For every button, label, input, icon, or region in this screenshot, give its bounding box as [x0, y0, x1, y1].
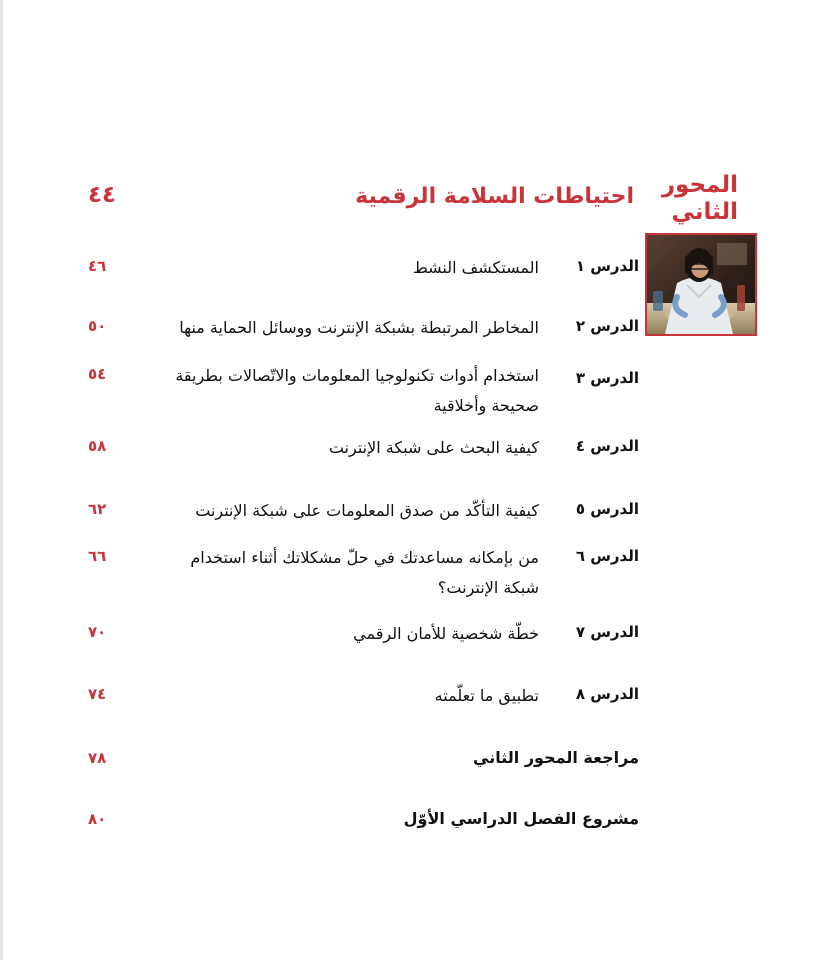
- lesson-title: خطّة شخصية للأمان الرقمي: [353, 624, 539, 643]
- lesson-label: الدرس ٢: [575, 317, 639, 335]
- lesson-row-3: [80, 361, 639, 423]
- page-edge: [0, 0, 3, 960]
- lesson-title: استخدام أدوات تكنولوجيا المعلومات والاتّصالات بطريقة صحيحة وأخلاقية: [175, 366, 539, 415]
- lesson-row-5: [80, 496, 639, 526]
- lesson-page-number: ٥٠: [88, 317, 107, 335]
- lesson-label: الدرس ٨: [575, 685, 639, 703]
- lesson-page-number: ٧٠: [88, 623, 107, 641]
- lesson-page-number: ٧٤: [88, 685, 107, 703]
- axis-label-line1: المحور: [661, 172, 738, 198]
- project-page-number: ٨٠: [88, 810, 107, 828]
- lesson-title: كيفية التأكّد من صدق المعلومات على شبكة الإنترنت: [195, 501, 539, 520]
- project-title: مشروع الفصل الدراسي الأوّل: [403, 809, 639, 828]
- lesson-label: الدرس ٥: [575, 500, 639, 518]
- lesson-row-7: [80, 619, 639, 649]
- project-row: [80, 806, 639, 836]
- lesson-page-number: ٤٦: [88, 257, 107, 275]
- review-title: مراجعة المحور الثاني: [473, 748, 639, 767]
- lesson-title: المخاطر المرتبطة بشبكة الإنترنت ووسائل الحماية منها: [179, 318, 539, 337]
- lesson-row-8: [80, 681, 639, 711]
- lesson-row-1: [80, 253, 639, 283]
- student-photo-illustration: [647, 235, 755, 334]
- lesson-page-number: ٥٨: [88, 437, 107, 455]
- lesson-page-number: ٦٢: [88, 500, 107, 518]
- review-row: [80, 745, 639, 775]
- lesson-title: المستكشف النشط: [412, 258, 539, 277]
- student-photo: [645, 233, 757, 336]
- lesson-row-2: [80, 313, 639, 343]
- lesson-page-number: ٦٦: [88, 547, 107, 565]
- lesson-page-number: ٥٤: [88, 365, 107, 383]
- lesson-title: تطبيق ما تعلّمته: [434, 686, 539, 705]
- lesson-label: الدرس ٣: [575, 369, 639, 387]
- lesson-label: الدرس ٤: [575, 437, 639, 455]
- lesson-title: من بإمكانه مساعدتك في حلّ مشكلاتك أثناء استخدام شبكة الإنترنت؟: [190, 548, 539, 597]
- lesson-label: الدرس ١: [575, 257, 639, 275]
- axis-title: احتياطات السلامة الرقمية: [355, 184, 634, 209]
- lesson-row-4: [80, 433, 639, 463]
- review-page-number: ٧٨: [88, 749, 107, 767]
- axis-label: [628, 172, 738, 226]
- lesson-label: الدرس ٧: [575, 623, 639, 641]
- axis-page-number: ٤٤: [88, 182, 117, 208]
- lesson-row-6: [80, 543, 639, 605]
- lesson-label: الدرس ٦: [575, 547, 639, 565]
- lesson-title: كيفية البحث على شبكة الإنترنت: [328, 438, 539, 457]
- axis-label-line2: الثاني: [671, 199, 738, 225]
